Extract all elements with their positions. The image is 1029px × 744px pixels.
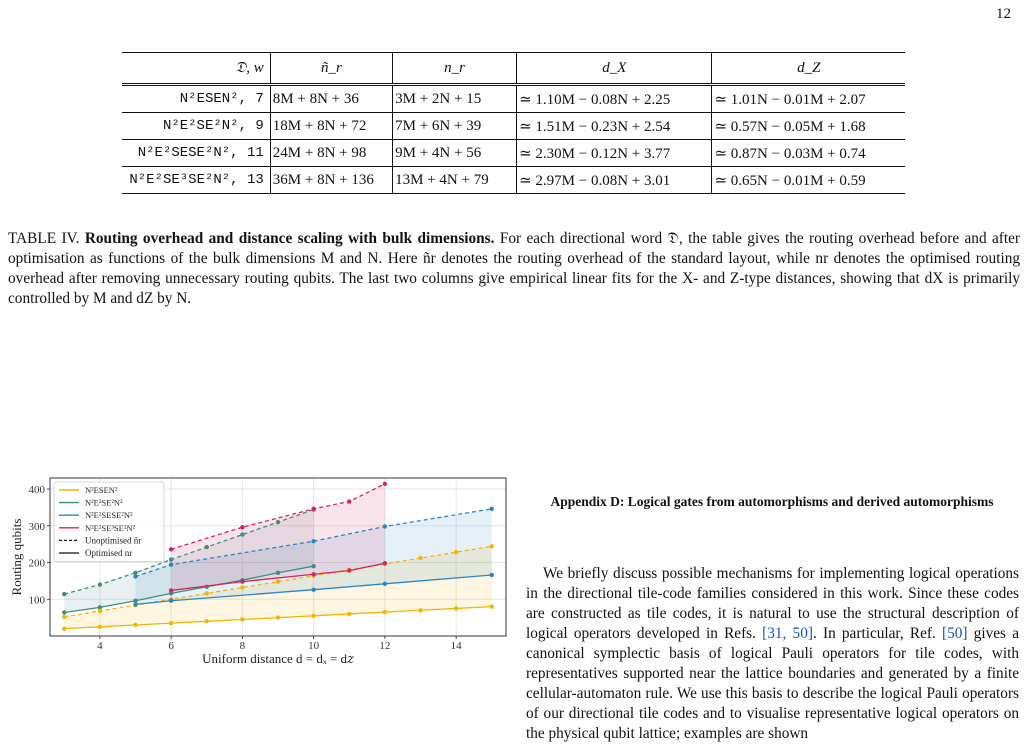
appendix-heading: Appendix D: Logical gates from automorphisms and derived automorphisms [550,494,994,509]
data-point [169,599,173,603]
data-point [454,606,458,610]
table-cell: 3M + 2N + 15 [393,85,517,113]
data-point [98,605,102,609]
page-number: 12 [996,6,1011,22]
table-cell: N²E²SE²N², 9 [162,118,264,134]
data-point [205,619,209,623]
data-point [169,563,173,567]
data-point [98,582,102,586]
table-cell: 7M + 6N + 39 [393,113,517,140]
y-axis-label: Routing qubits [9,518,24,596]
appendix-text: gives a canonical symplectic basis of logical Pauli operators for tile codes, with representatives supported near the lattice boundaries and generated by a finite cellular-automaton rule. We use this basis to describe the logical Pauli operators of our directional tile codes and to visualise representative logical operators on the physical qubit lattice; examples are shown [526,625,1019,742]
data-point [490,507,494,511]
data-point [418,608,422,612]
table-cell: 9M + 4N + 56 [393,140,517,167]
x-tick-label: 10 [308,640,320,652]
data-point [240,579,244,583]
table-cell: ≃ 1.10M − 0.08N + 2.25 [517,85,712,113]
caption-text: For each directional word 𝔇, the table gives the routing overhead before and after optimisation as functions of the bulk dimensions M and N. Here ñr denotes the routing overhead of the standard layout, while nr denotes the optimised routing overhead after removing unnecessary routing qubits. The last two columns give empirical linear fits for the X- and Z-type distances, showing that dX is primarily controlled by M and dZ by N. [8,230,1020,307]
appendix-text: . In particular, Ref. [812,625,943,642]
table-cell: N²E²SESE²N², 11 [137,145,264,161]
legend-label: Optimised nr [85,548,133,558]
data-point [383,610,387,614]
table-cell: 8M + 8N + 36 [270,85,392,113]
data-point [490,604,494,608]
data-point [311,572,315,576]
table-row [122,85,905,113]
y-tick-label: 100 [28,594,45,607]
table-cell: ≃ 0.65N − 0.01M + 0.59 [712,167,905,194]
data-point [383,582,387,586]
data-point [240,532,244,536]
data-point [418,556,422,560]
data-point [169,547,173,551]
data-point [311,507,315,511]
data-point [240,617,244,621]
table-cell: 36M + 8N + 136 [270,167,392,194]
data-point [205,591,209,595]
table-header: d_X [517,53,712,85]
legend-label: Unoptimised ñr [85,535,142,546]
data-point [454,550,458,554]
routing-overhead-table [122,52,905,194]
table-header: n_r [393,53,517,85]
table-cell: 13M + 4N + 79 [393,167,517,194]
table-header: d_Z [712,53,905,85]
data-point [276,520,280,524]
table-cell: 24M + 8N + 98 [270,140,392,167]
data-point [133,574,137,578]
table-cell: ≃ 1.51M − 0.23N + 2.54 [517,113,712,140]
routing-qubits-chart [6,470,514,702]
data-point [62,626,66,630]
table-row [122,140,905,167]
caption-label: TABLE IV. [8,230,80,247]
table-caption [8,229,1020,309]
appendix-text: We briefly discuss possible mechanisms for implementing logical operations in the directional tile-code families considered in this work. Since these codes are constructed as tile codes, it is natural to use the structural description of logical operators developed in Refs. [526,565,1019,642]
data-point [311,588,315,592]
table-header: ñ_r [270,53,392,85]
data-point [276,615,280,619]
x-tick-label: 8 [239,640,246,652]
table-header: 𝔇, w [122,53,270,85]
legend-label: N²E²SESE²N² [85,510,133,521]
table-cell: ≃ 2.97M − 0.08N + 3.01 [517,167,712,194]
y-tick-label: 300 [28,520,45,533]
table-cell: ≃ 1.01N − 0.01M + 2.07 [712,85,905,113]
data-point [311,614,315,618]
table-row [122,167,905,194]
x-tick-label: 12 [379,640,391,652]
data-point [133,623,137,627]
data-point [169,557,173,561]
y-tick-label: 400 [28,484,45,497]
data-point [205,545,209,549]
data-point [383,561,387,565]
data-point [276,571,280,575]
data-point [98,625,102,629]
table-header-row [122,53,905,85]
table-cell: ≃ 0.87N − 0.03M + 0.74 [712,140,905,167]
data-point [62,615,66,619]
legend-label: N²ESEN² [85,485,118,495]
legend-label: N²E²SE³SE²N² [85,522,136,533]
data-point [133,602,137,606]
data-point [62,610,66,614]
x-tick-label: 14 [450,640,462,652]
table-cell: N²E²SE³SE²N², 13 [129,172,264,188]
data-point [276,579,280,583]
x-tick-label: 4 [97,640,103,652]
citation-link[interactable]: [31, 50] [762,625,813,642]
table-cell: 18M + 8N + 72 [270,113,392,140]
caption-title: Routing overhead and distance scaling with bulk dimensions. [84,230,495,247]
data-point [490,573,494,577]
data-point [169,621,173,625]
table-cell: ≃ 2.30M − 0.12N + 3.77 [517,140,712,167]
data-point [311,539,315,543]
data-point [383,524,387,528]
legend-label: N²E²SE²N² [85,497,123,508]
data-point [240,525,244,529]
data-point [347,499,351,503]
table-cell: ≃ 0.57N − 0.05M + 1.68 [712,113,905,140]
y-tick-label: 200 [28,557,45,570]
data-point [62,592,66,596]
table-cell: N²ESEN², 7 [179,91,264,107]
x-tick-label: 6 [168,640,174,652]
data-point [311,564,315,568]
data-point [169,588,173,592]
x-axis-label: Uniform distance d = dₓ = d𝑧 [202,651,354,666]
table-row [122,113,905,140]
appendix-body [526,564,1019,742]
data-point [490,544,494,548]
data-point [383,482,387,486]
citation-link[interactable]: [50] [942,625,968,642]
data-point [347,568,351,572]
data-point [240,585,244,589]
data-point [347,612,351,616]
